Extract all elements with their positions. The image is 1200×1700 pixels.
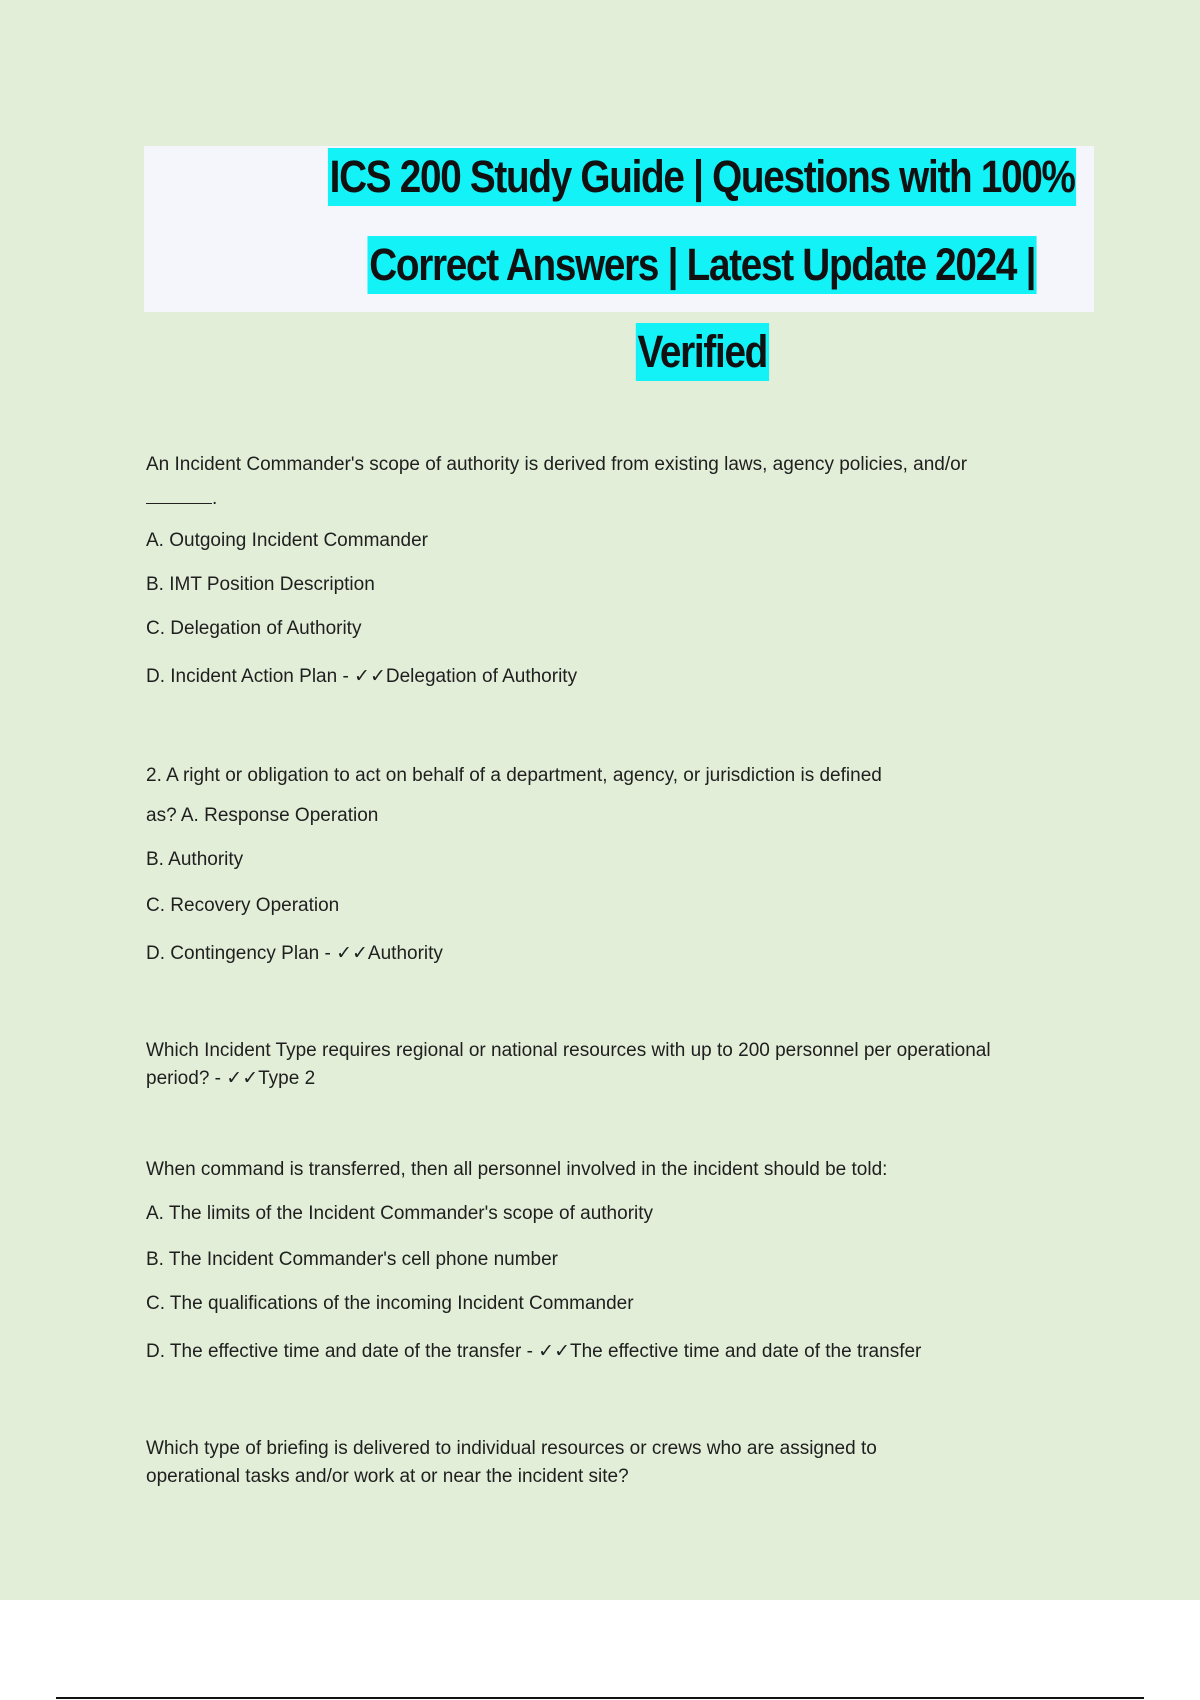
title-line-2: Correct Answers | Latest Update 2024 | (0, 236, 1200, 294)
option-with-answer: D. The effective time and date of the transfer - ✓✓The effective time and date of the transfer (146, 1341, 922, 1362)
question-stem-continued: operational tasks and/or work at or near the incident site? (146, 1466, 629, 1487)
option: B. IMT Position Description (146, 574, 375, 595)
option: A. Outgoing Incident Commander (146, 530, 428, 551)
question-5 (146, 1435, 1076, 1491)
question-stem-continued: . (146, 485, 1076, 513)
question-3 (146, 1037, 1076, 1093)
title-line-3: Verified (0, 323, 1200, 381)
option-with-answer: D. Incident Action Plan - ✓✓Delegation of Authority (146, 666, 578, 687)
question-stem: 2. A right or obligation to act on behalf of a department, agency, or jurisdiction is defined (146, 765, 882, 786)
question-stem-continued: period? - ✓✓Type 2 (146, 1068, 316, 1089)
question-1 (146, 451, 1076, 691)
question-stem: Which type of briefing is delivered to individual resources or crews who are assigned to (146, 1438, 877, 1459)
question-stem: Which Incident Type requires regional or national resources with up to 200 personnel per operational (146, 1040, 991, 1061)
option: C. Delegation of Authority (146, 618, 362, 639)
answer-blank (146, 489, 212, 504)
question-2 (146, 762, 1076, 968)
question-stem: When command is transferred, then all personnel involved in the incident should be told: (146, 1159, 888, 1180)
option: A. The limits of the Incident Commander's scope of authority (146, 1203, 654, 1224)
option-with-answer: D. Contingency Plan - ✓✓Authority (146, 943, 443, 964)
option: C. The qualifications of the incoming Incident Commander (146, 1293, 634, 1314)
option: B. Authority (146, 849, 244, 870)
footer-divider (56, 1697, 1144, 1699)
question-4 (146, 1156, 1076, 1366)
option: B. The Incident Commander's cell phone number (146, 1249, 558, 1270)
title-line-1: ICS 200 Study Guide | Questions with 100% (0, 148, 1200, 206)
question-stem-continued: as? A. Response Operation (146, 805, 379, 826)
option: C. Recovery Operation (146, 895, 340, 916)
question-stem: An Incident Commander's scope of authority is derived from existing laws, agency policies, and/or (146, 454, 968, 475)
